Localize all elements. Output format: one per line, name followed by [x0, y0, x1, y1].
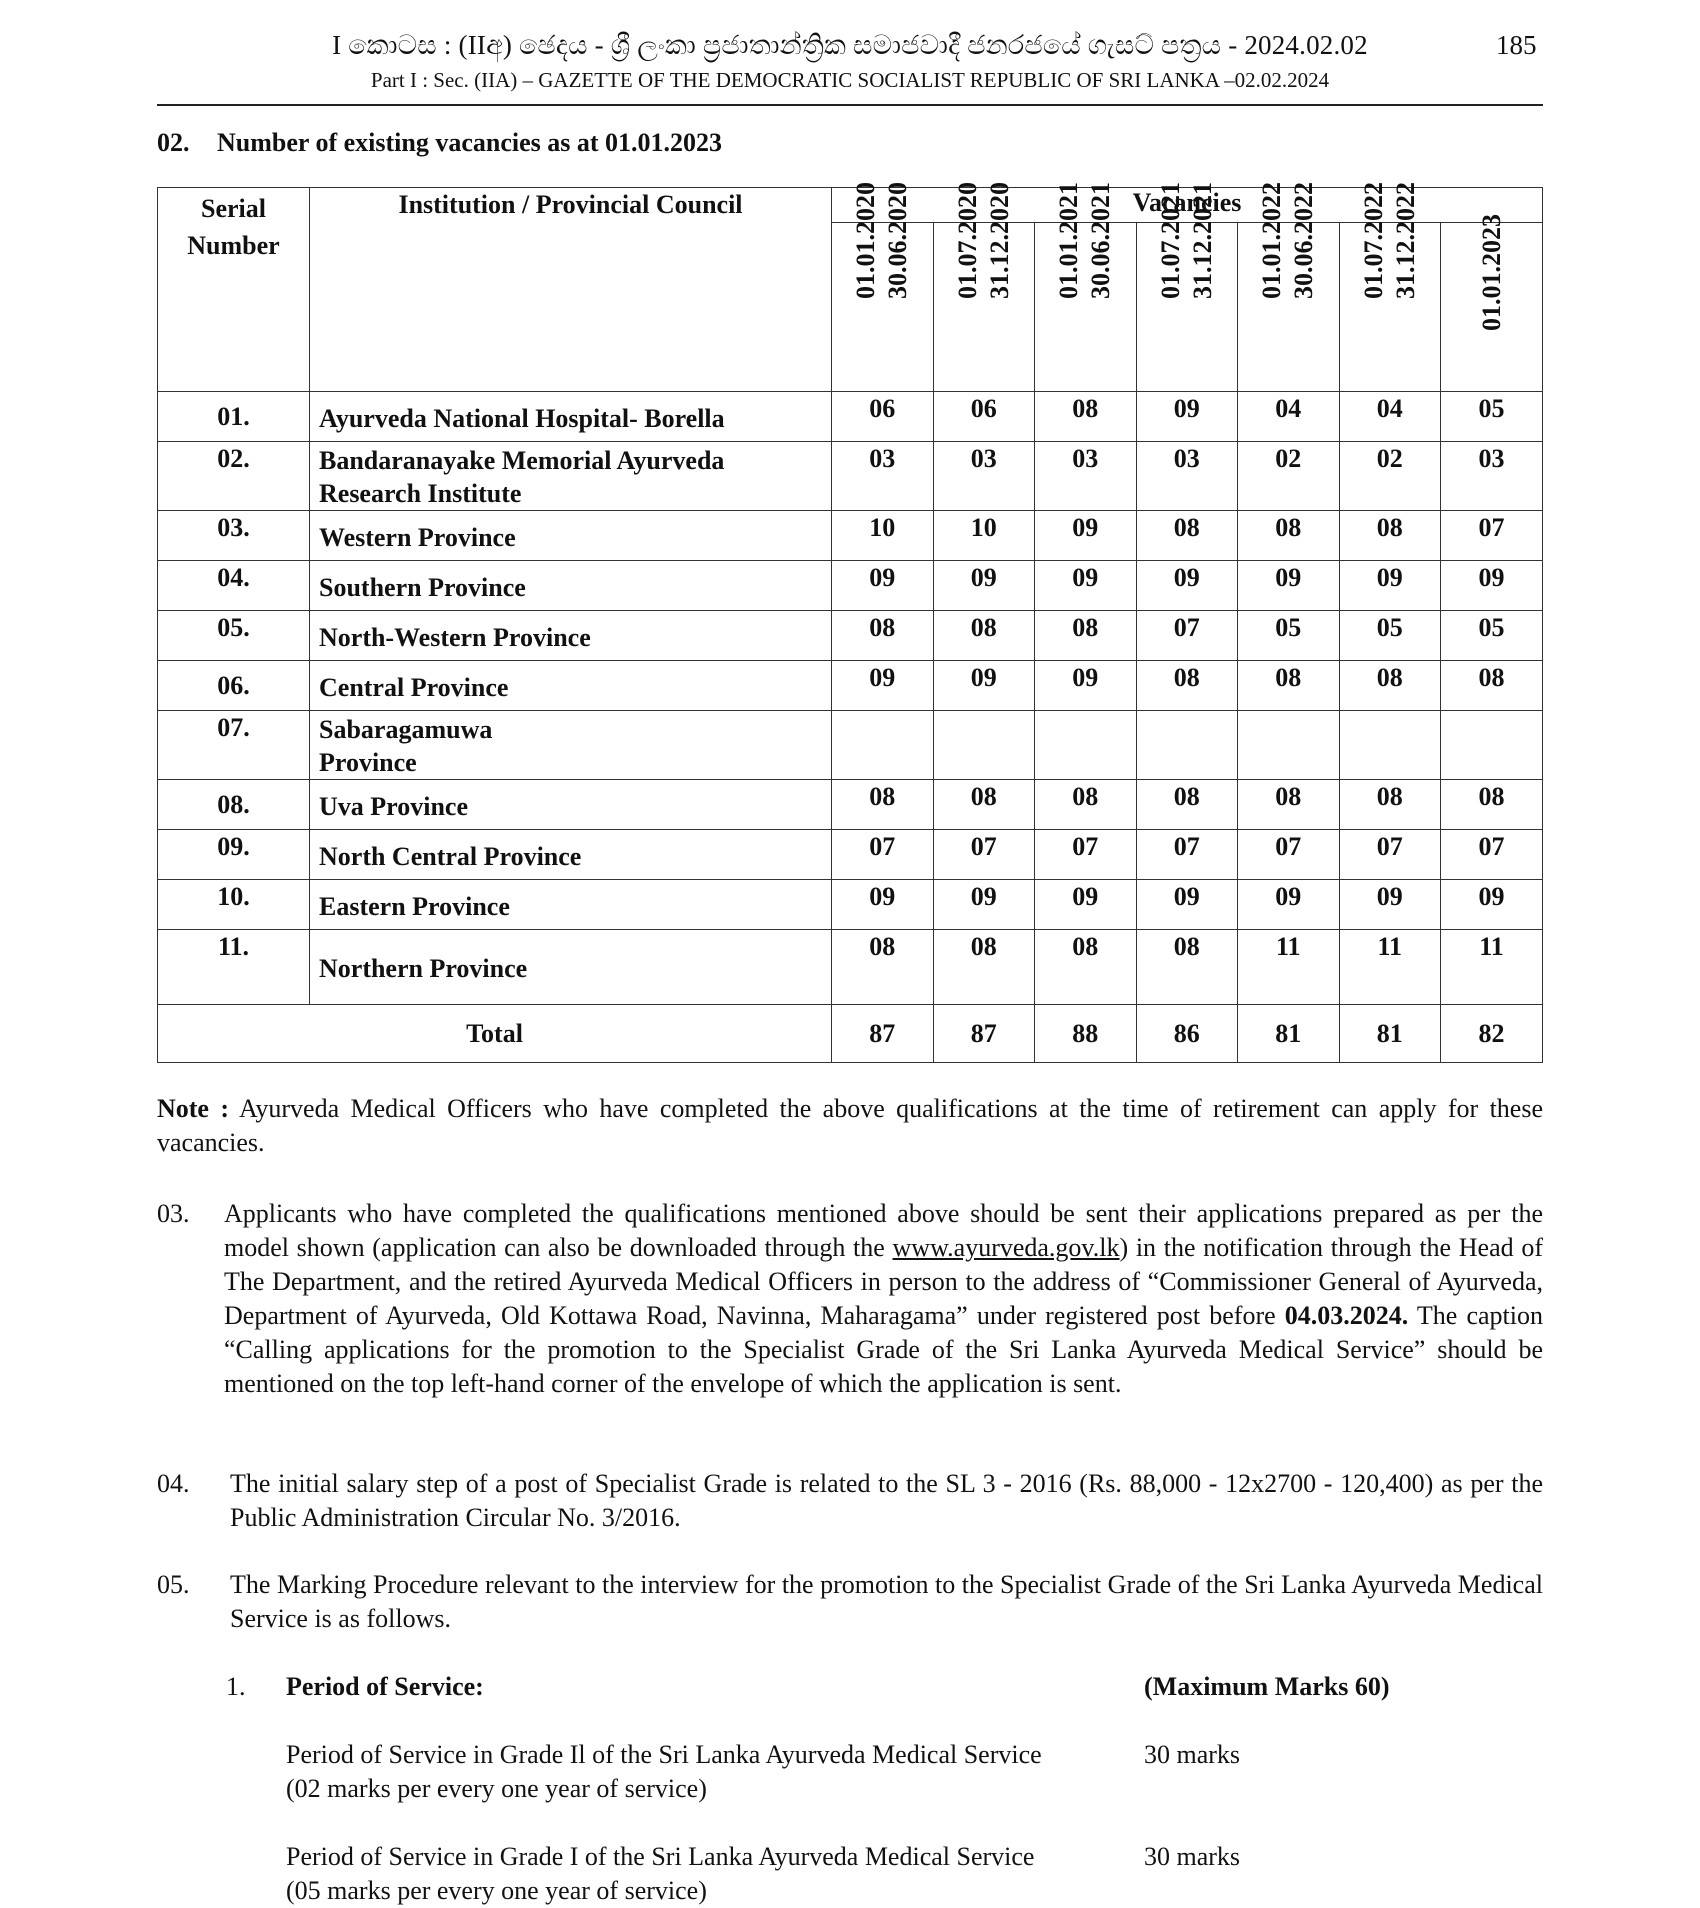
- period-header: [1339, 182, 1441, 392]
- header-institution: Institution / Provincial Council: [310, 188, 832, 392]
- period-from: 01.01.2021: [1054, 182, 1084, 299]
- vacancy-cell: 03: [933, 442, 1035, 511]
- table-row: [158, 661, 1543, 711]
- vacancy-cell: 03: [1136, 442, 1238, 511]
- vacancy-cell: 08: [1238, 511, 1340, 561]
- vacancy-cell: 03: [832, 442, 934, 511]
- vacancy-cell: 09: [1136, 561, 1238, 611]
- institution-cell: [310, 611, 832, 661]
- institution-name-line2: Research Institute: [319, 479, 522, 508]
- vacancy-cell: 05: [1339, 611, 1441, 661]
- institution-name: Uva Province: [319, 792, 468, 821]
- note-paragraph: [157, 1092, 1543, 1160]
- table-row: [158, 780, 1543, 830]
- total-cell: 87: [832, 1005, 934, 1063]
- vacancy-cell: 08: [1035, 392, 1137, 442]
- vacancy-cell: [832, 711, 934, 780]
- section-02-title: [157, 128, 722, 158]
- institution-name: Southern Province: [319, 573, 526, 602]
- vacancy-cell: [1035, 711, 1137, 780]
- table-row: [158, 442, 1543, 511]
- vacancy-cell: 07: [933, 830, 1035, 880]
- institution-cell: [310, 780, 832, 830]
- header-english: Part I : Sec. (IIA) – GAZETTE OF THE DEMOCRATIC SOCIALIST REPUBLIC OF SRI LANKA –02.02.2024: [370, 68, 1330, 92]
- vacancy-cell: 08: [832, 780, 934, 830]
- vacancy-cell: 09: [1136, 392, 1238, 442]
- vacancy-cell: 09: [1136, 880, 1238, 930]
- vacancy-cell: 08: [1238, 661, 1340, 711]
- institution-cell: [310, 711, 832, 780]
- vacancy-cell: 08: [832, 611, 934, 661]
- institution-name: Central Province: [319, 673, 509, 702]
- period-from: 01.01.2020: [851, 182, 881, 299]
- vacancy-cell: 09: [1035, 511, 1137, 561]
- period-to: 30.06.2021: [1086, 182, 1116, 299]
- vacancy-cell: 08: [1136, 511, 1238, 561]
- serial-cell: 01.: [158, 392, 310, 442]
- para-03-text-a: Applicants who have completed the qualifications mentioned above should be sent their applications prepared as per the model shown (application can also be downloaded through the: [224, 1199, 1543, 1262]
- vacancy-cell: 09: [832, 880, 934, 930]
- marking-item-max: (Maximum Marks 60): [1144, 1672, 1390, 1701]
- vacancy-cell: 09: [1238, 561, 1340, 611]
- serial-cell: 02.: [158, 442, 310, 511]
- institution-name: Ayurveda National Hospital- Borella: [319, 404, 725, 433]
- section-number: 02.: [157, 128, 190, 157]
- vacancy-cell: [1339, 711, 1441, 780]
- vacancy-cell: 11: [1339, 930, 1441, 1005]
- period-header: [1441, 214, 1543, 392]
- vacancy-cell: 05: [1441, 611, 1543, 661]
- vacancy-cell: 08: [1035, 780, 1137, 830]
- serial-cell: 11.: [158, 930, 310, 1005]
- vacancy-cell: 08: [1035, 611, 1137, 661]
- vacancy-cell: 08: [1238, 780, 1340, 830]
- vacancy-cell: 07: [1238, 830, 1340, 880]
- vacancy-cell: 07: [1441, 830, 1543, 880]
- table-row: [158, 711, 1543, 780]
- vacancy-cell: 05: [1441, 392, 1543, 442]
- period-header: [1238, 182, 1340, 392]
- total-cell: 87: [933, 1005, 1035, 1063]
- vacancy-cell: 04: [1238, 392, 1340, 442]
- total-cell: 81: [1339, 1005, 1441, 1063]
- institution-cell: [310, 511, 832, 561]
- total-row: [158, 1005, 1543, 1063]
- header-serial-line1: Serial: [201, 194, 266, 223]
- vacancy-cell: 03: [1441, 442, 1543, 511]
- vacancies-table: [157, 182, 1543, 1063]
- marking-sub1-marks: 30 marks: [1144, 1740, 1241, 1769]
- total-label: Total: [158, 1005, 832, 1063]
- total-cell: 88: [1035, 1005, 1137, 1063]
- vacancy-cell: 02: [1238, 442, 1340, 511]
- vacancy-cell: 08: [1136, 661, 1238, 711]
- para-04-number: 04.: [157, 1469, 190, 1498]
- vacancy-cell: 02: [1339, 442, 1441, 511]
- total-cell: 81: [1238, 1005, 1340, 1063]
- vacancy-cell: 07: [1136, 611, 1238, 661]
- institution-name-line2: Province: [319, 748, 417, 777]
- institution-cell: [310, 661, 832, 711]
- vacancy-cell: 08: [1441, 780, 1543, 830]
- para-03-text-c: The caption “Calling applications for the promotion to the Specialist Grade of the Sri Lanka Ayurveda Medical Service” should be mentioned on the top left-hand corner of the envelope of which the application is sent.: [224, 1301, 1543, 1398]
- vacancy-cell: 09: [1441, 561, 1543, 611]
- table-row: [158, 930, 1543, 1005]
- marking-sub1-line1: Period of Service in Grade Il of the Sri Lanka Ayurveda Medical Service: [286, 1740, 1042, 1769]
- vacancy-cell: 07: [1035, 830, 1137, 880]
- vacancy-cell: 09: [1035, 880, 1137, 930]
- vacancy-cell: 07: [832, 830, 934, 880]
- total-cell: 86: [1136, 1005, 1238, 1063]
- period-header: [933, 182, 1035, 392]
- header-serial-line2: Number: [187, 231, 280, 260]
- period-header: [832, 182, 934, 392]
- vacancy-cell: 06: [832, 392, 934, 442]
- table-row: [158, 561, 1543, 611]
- vacancy-cell: 10: [933, 511, 1035, 561]
- vacancy-cell: 08: [1339, 661, 1441, 711]
- header-rule: [157, 104, 1543, 106]
- vacancy-cell: 11: [1238, 930, 1340, 1005]
- vacancy-cell: 08: [933, 611, 1035, 661]
- serial-cell: 10.: [158, 880, 310, 930]
- table-row: [158, 511, 1543, 561]
- serial-cell: 05.: [158, 611, 310, 661]
- vacancy-cell: 08: [933, 780, 1035, 830]
- marking-sub1-line2: (02 marks per every one year of service): [286, 1774, 707, 1803]
- period-to: 31.12.2022: [1390, 182, 1420, 299]
- period-from: 01.01.2022: [1257, 182, 1287, 299]
- header-vacancies: Vacancies: [832, 188, 1543, 223]
- period-to: 30.06.2022: [1289, 182, 1319, 299]
- institution-cell: [310, 442, 832, 511]
- para-03: [224, 1197, 1543, 1401]
- note-label: Note :: [157, 1094, 230, 1123]
- table-row: [158, 392, 1543, 442]
- vacancy-cell: [933, 711, 1035, 780]
- vacancy-cell: 09: [1035, 561, 1137, 611]
- serial-cell: 07.: [158, 711, 310, 780]
- institution-cell: [310, 392, 832, 442]
- institution-name: North Central Province: [319, 842, 582, 871]
- institution-name: Sabaragamuwa: [319, 715, 493, 744]
- serial-cell: 06.: [158, 661, 310, 711]
- para-05-number: 05.: [157, 1570, 190, 1599]
- vacancy-cell: 09: [933, 661, 1035, 711]
- vacancy-cell: 09: [832, 661, 934, 711]
- marking-item-number: 1.: [226, 1672, 246, 1701]
- vacancy-cell: 09: [1238, 880, 1340, 930]
- period-to: 31.12.2021: [1187, 182, 1217, 299]
- institution-name: North-Western Province: [319, 623, 591, 652]
- institution-cell: [310, 880, 832, 930]
- para-03-text-b: ) in the notification through the Head of The Department, and the retired Ayurveda Medical Officers in person to the address of “Commissioner General of Ayurveda, Department of Ayurveda, Old Kottawa Road, Navinna, Maharagama” under registered post before: [224, 1233, 1543, 1330]
- header-serial-number: [158, 188, 310, 392]
- vacancy-cell: 08: [832, 930, 934, 1005]
- vacancy-cell: 09: [933, 880, 1035, 930]
- vacancy-cell: 11: [1441, 930, 1543, 1005]
- para-05: The Marking Procedure relevant to the interview for the promotion to the Specialist Grade of the Sri Lanka Ayurveda Medical Service is as follows.: [230, 1570, 1543, 1633]
- vacancy-cell: 07: [1136, 830, 1238, 880]
- table-row: [158, 611, 1543, 661]
- table-row: [158, 830, 1543, 880]
- vacancy-cell: 08: [1339, 780, 1441, 830]
- institution-name: Bandaranayake Memorial Ayurveda: [319, 446, 725, 475]
- vacancy-cell: 08: [1035, 930, 1137, 1005]
- total-cell: 82: [1441, 1005, 1543, 1063]
- page-number: 185: [1496, 30, 1537, 60]
- institution-cell: [310, 830, 832, 880]
- section-title-text: Number of existing vacancies as at 01.01.2023: [217, 128, 723, 157]
- marking-sub2-line1: Period of Service in Grade I of the Sri Lanka Ayurveda Medical Service: [286, 1842, 1035, 1871]
- period-from: 01.07.2021: [1155, 182, 1185, 299]
- para-04: The initial salary step of a post of Specialist Grade is related to the SL 3 - 2016 (Rs. 88,000 - 12x2700 - 120,400) as per the Public Administration Circular No. 3/2016.: [230, 1469, 1543, 1532]
- vacancy-cell: 09: [1441, 880, 1543, 930]
- serial-cell: 03.: [158, 511, 310, 561]
- vacancy-cell: 08: [933, 930, 1035, 1005]
- vacancy-cell: 04: [1339, 392, 1441, 442]
- period-to: 30.06.2020: [883, 182, 913, 299]
- vacancy-cell: 07: [1441, 511, 1543, 561]
- marking-item-title: Period of Service:: [286, 1672, 484, 1701]
- note-text: Ayurveda Medical Officers who have completed the above qualifications at the time of retirement can apply for these vacancies.: [157, 1094, 1543, 1157]
- period-from: 01.01.2023: [1476, 214, 1506, 331]
- vacancy-cell: 09: [933, 561, 1035, 611]
- serial-cell: 09.: [158, 830, 310, 880]
- institution-cell: [310, 561, 832, 611]
- serial-cell: 04.: [158, 561, 310, 611]
- vacancy-cell: 08: [1441, 661, 1543, 711]
- vacancy-cell: 09: [1339, 880, 1441, 930]
- period-header: [1035, 182, 1137, 392]
- vacancy-cell: [1238, 711, 1340, 780]
- table-row: [158, 880, 1543, 930]
- period-from: 01.07.2020: [952, 182, 982, 299]
- vacancy-cell: 07: [1339, 830, 1441, 880]
- institution-name: Northern Province: [319, 954, 528, 983]
- vacancy-cell: 09: [1035, 661, 1137, 711]
- vacancy-cell: 08: [1136, 930, 1238, 1005]
- vacancy-cell: 09: [832, 561, 934, 611]
- institution-name: Eastern Province: [319, 892, 510, 921]
- vacancy-cell: 05: [1238, 611, 1340, 661]
- header-sinhala: I කොටස : (IIඅ) ඡෙදය - ශ්‍රී ලංකා ප්‍රජාතාන්ත්‍රික සමාජවාදී ජනරජයේ ගැසට් පත්‍රය - 2024.02.02: [332, 30, 1368, 60]
- serial-cell: 08.: [158, 780, 310, 830]
- vacancy-cell: 06: [933, 392, 1035, 442]
- period-from: 01.07.2022: [1358, 182, 1388, 299]
- para-03-deadline: 04.03.2024.: [1284, 1301, 1409, 1330]
- vacancy-cell: [1136, 711, 1238, 780]
- institution-cell: [310, 930, 832, 1005]
- marking-sub2-marks: 30 marks: [1144, 1842, 1241, 1871]
- vacancy-cell: 10: [832, 511, 934, 561]
- table-body: [158, 392, 1543, 1063]
- institution-name: Western Province: [319, 523, 516, 552]
- marking-sub2-line2: (05 marks per every one year of service): [286, 1876, 707, 1905]
- vacancy-cell: 09: [1339, 561, 1441, 611]
- vacancy-cell: [1441, 711, 1543, 780]
- para-03-number: 03.: [157, 1199, 190, 1228]
- period-to: 31.12.2020: [984, 182, 1014, 299]
- vacancy-cell: 03: [1035, 442, 1137, 511]
- ayurveda-website-link[interactable]: www.ayurveda.gov.lk: [892, 1233, 1120, 1262]
- vacancy-cell: 08: [1339, 511, 1441, 561]
- vacancy-cell: 08: [1136, 780, 1238, 830]
